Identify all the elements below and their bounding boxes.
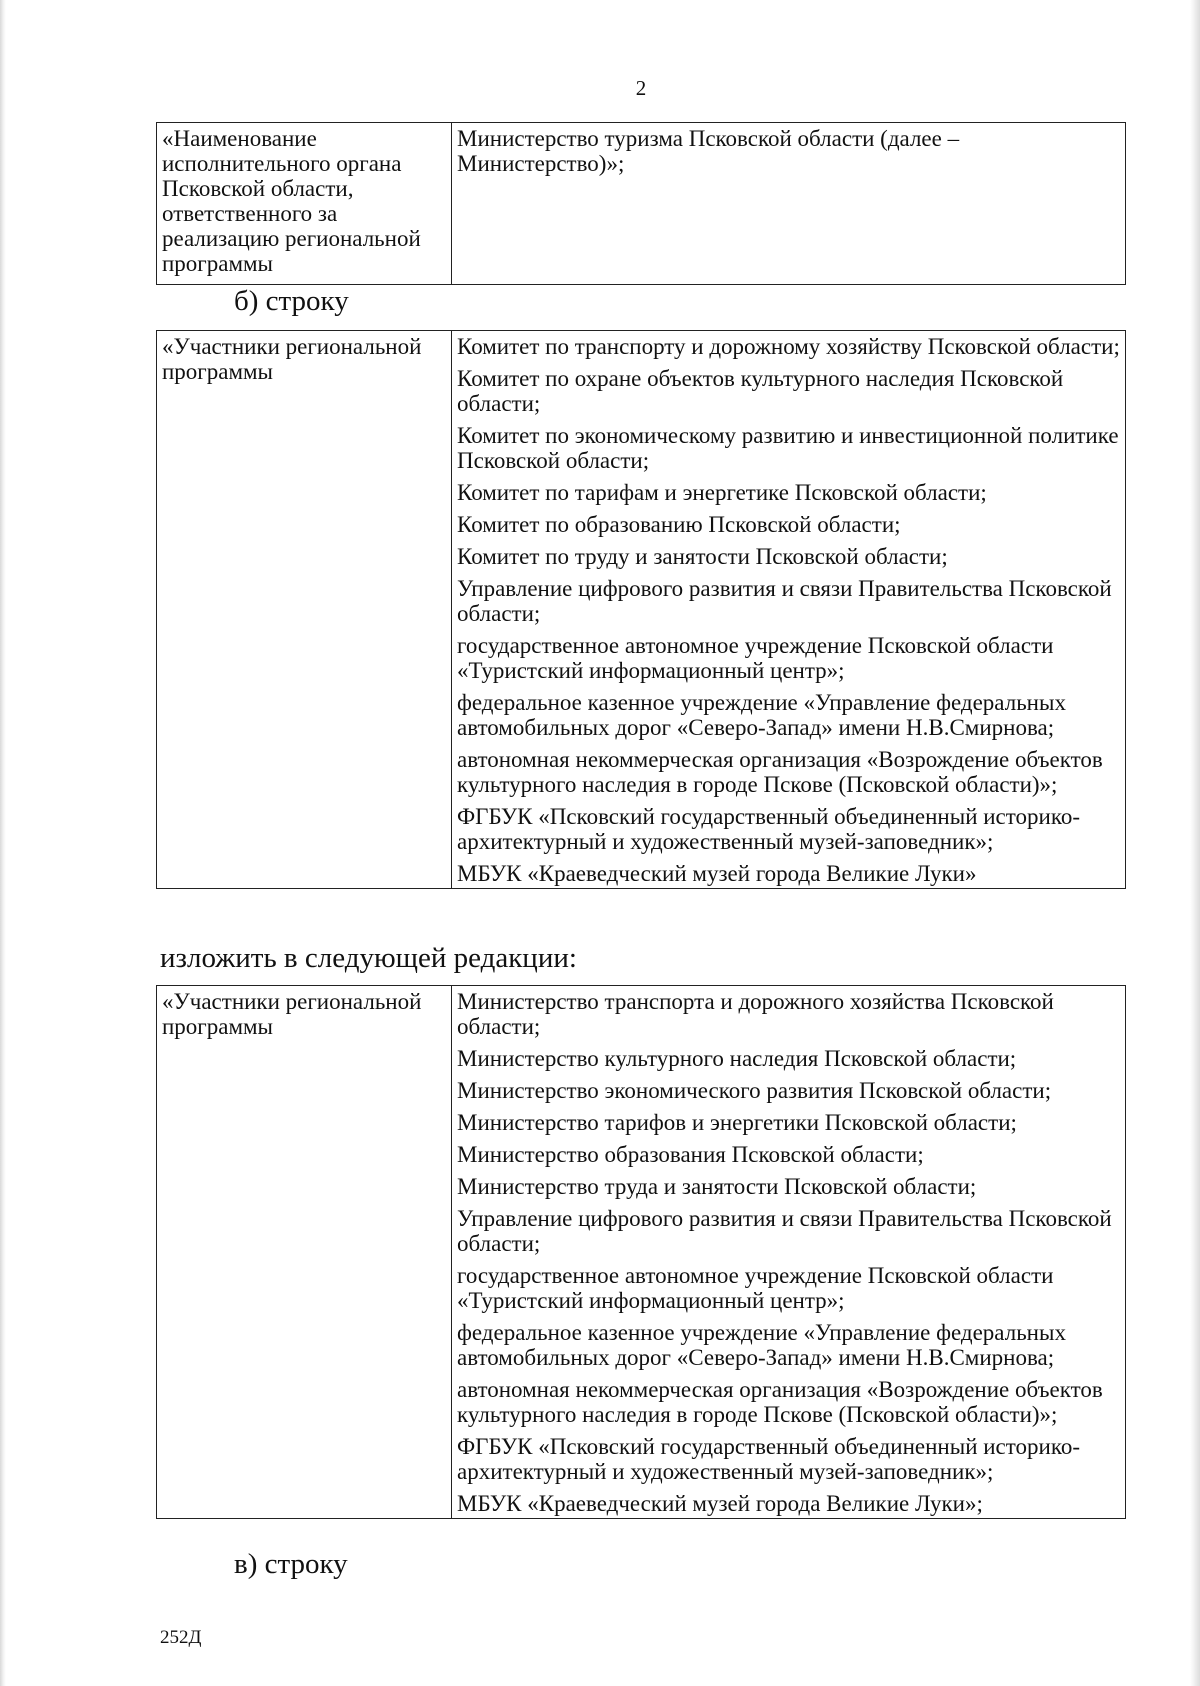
list-item: Министерство экономического развития Псковской области;	[457, 1078, 1052, 1103]
list-item: Управление цифрового развития и связи Правительства Псковской области;	[457, 1206, 1112, 1256]
list-item: МБУК «Краеведческий музей города Великие Луки»	[457, 861, 977, 886]
list-item: Министерство тарифов и энергетики Псковской области;	[457, 1110, 1017, 1135]
list-item: Министерство культурного наследия Псковской области;	[457, 1046, 1017, 1071]
list-item: ФГБУК «Псковский государственный объединенный историко-архитектурный и художественный музей-заповедник»;	[457, 804, 1080, 854]
participants-old-table	[156, 330, 1126, 889]
list-item: государственное автономное учреждение Псковской области «Туристский информационный центр»;	[457, 1263, 1054, 1313]
table-row	[157, 123, 1126, 285]
document-code: 252Д	[160, 1627, 202, 1648]
table-label-cell: «Участники региональной программы	[157, 331, 452, 889]
list-item: Министерство труда и занятости Псковской области;	[457, 1174, 977, 1199]
table-label-cell: «Участники региональной программы	[157, 986, 452, 1519]
participants-old-list	[452, 331, 1126, 889]
participants-new-list	[452, 986, 1126, 1519]
list-item: Министерство образования Псковской области;	[457, 1142, 924, 1167]
executive-body-table	[156, 122, 1126, 285]
list-item: автономная некоммерческая организация «Возрождение объектов культурного наследия в городе Пскове (Псковской области)»;	[457, 747, 1103, 797]
participants-new-table	[156, 985, 1126, 1519]
list-item: Министерство транспорта и дорожного хозяйства Псковской области;	[457, 989, 1054, 1039]
section-label-edit: изложить в следующей редакции:	[160, 942, 577, 974]
page-number: 2	[635, 76, 647, 100]
list-item: МБУК «Краеведческий музей города Великие Луки»;	[457, 1491, 983, 1516]
list-item: автономная некоммерческая организация «Возрождение объектов культурного наследия в городе Пскове (Псковской области)»;	[457, 1377, 1103, 1427]
list-item: государственное автономное учреждение Псковской области «Туристский информационный центр»;	[457, 633, 1054, 683]
scan-edge-left	[0, 0, 6, 1686]
section-label-v: в) строку	[234, 1548, 348, 1580]
list-item: Комитет по транспорту и дорожному хозяйству Псковской области;	[457, 334, 1120, 359]
list-item: Комитет по экономическому развитию и инвестиционной политике Псковской области;	[457, 423, 1119, 473]
list-item: Управление цифрового развития и связи Правительства Псковской области;	[457, 576, 1112, 626]
list-item: федеральное казенное учреждение «Управление федеральных автомобильных дорог «Северо-Запад» имени Н.В.Смирнова;	[457, 690, 1066, 740]
table-row	[157, 331, 1126, 889]
scan-edge-right	[1190, 0, 1200, 1686]
list-item: ФГБУК «Псковский государственный объединенный историко-архитектурный и художественный музей-заповедник»;	[457, 1434, 1080, 1484]
table-row	[157, 986, 1126, 1519]
list-item: Комитет по охране объектов культурного наследия Псковской области;	[457, 366, 1064, 416]
table-label-cell: «Наименование исполнительного органа Псковской области, ответственного за реализацию региональной программы	[157, 123, 452, 285]
section-label-b: б) строку	[234, 285, 349, 317]
list-item: Комитет по образованию Псковской области;	[457, 512, 901, 537]
table-value-cell: Министерство туризма Псковской области (далее – Министерство)»;	[452, 123, 1126, 285]
list-item: Комитет по тарифам и энергетике Псковской области;	[457, 480, 987, 505]
list-item: Комитет по труду и занятости Псковской области;	[457, 544, 948, 569]
list-item: федеральное казенное учреждение «Управление федеральных автомобильных дорог «Северо-Запад» имени Н.В.Смирнова;	[457, 1320, 1066, 1370]
